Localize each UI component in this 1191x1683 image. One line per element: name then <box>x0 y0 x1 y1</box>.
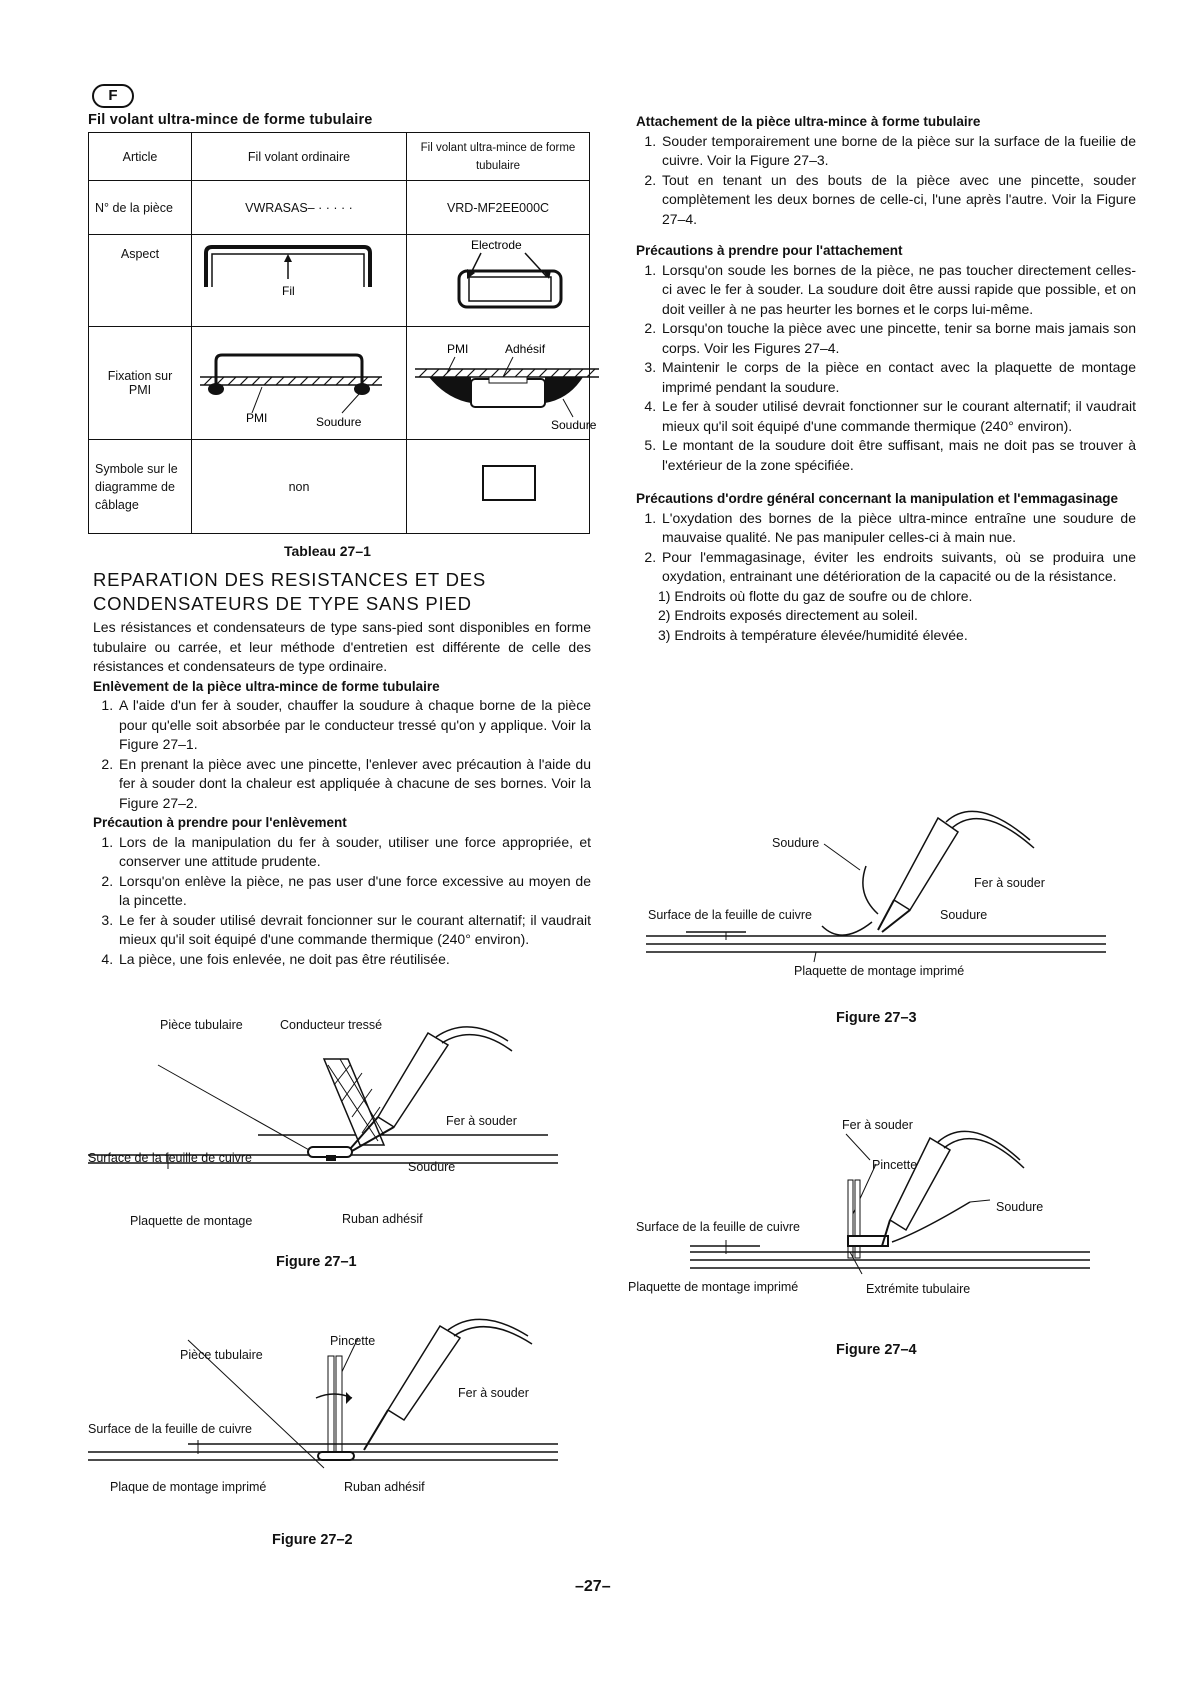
fig1-braid-label: Conducteur tressé <box>280 1018 383 1032</box>
ordinary-wire-drawing <box>192 235 394 323</box>
table-caption: Tableau 27–1 <box>284 543 371 559</box>
attach-precaution: 3. Maintenir le corps de la pièce en contact avec la plaquette de montage imprimé pendant la soudure. <box>660 358 1136 397</box>
fig4-end-label: Extrémite tubulaire <box>866 1282 971 1296</box>
fig3-iron-label: Fer à souder <box>974 876 1045 890</box>
figure-27-4 <box>630 1120 1110 1270</box>
row-aspect-thin <box>407 235 590 327</box>
thin-tube-drawing <box>407 235 607 323</box>
thin-adhesive-label: Adhésif <box>505 342 546 357</box>
removal-precaution: 3. Le fer à souder utilisé devrait foncionner sur le courant alternatif; il vaudrait mieux qu'il soit équipé d'une commande thermique (240° environ). <box>117 911 591 950</box>
fig3-caption: Figure 27–3 <box>836 1010 917 1026</box>
removal-step: 1. A l'aide d'un fer à souder, chauffer la soudure à chaque borne de la pièce pour qu'elle soit absorbée par le conducteur tressé qu'on y applique. Voir la Figure 27–1. <box>117 696 591 755</box>
attach-steps <box>636 132 1136 230</box>
fig2-iron-label: Fer à souder <box>458 1386 529 1400</box>
general-sub-item: 1) Endroits où flotte du gaz de soufre ou de chlore. <box>658 587 973 604</box>
fig2-piece-label: Pièce tubulaire <box>180 1348 263 1362</box>
thin-solder-label: Soudure <box>551 418 597 433</box>
removal-precaution: 2. Lorsqu'on enlève la pièce, ne pas user d'une force excessive au moyen de la pincette. <box>117 872 591 911</box>
wiring-symbol <box>407 440 607 530</box>
fig1-piece-label: Pièce tubulaire <box>160 1018 243 1032</box>
fig2-tweezers-label: Pincette <box>330 1334 376 1348</box>
page-number: –27– <box>575 1578 611 1595</box>
row-fixation-label: Fixation sur PMI <box>89 327 192 440</box>
header-ordinary: Fil volant ordinaire <box>192 133 407 181</box>
ordinary-pmi-label: PMI <box>246 411 268 426</box>
fig4-caption: Figure 27–4 <box>836 1342 917 1358</box>
attach-precaution: 1. Lorsqu'on soude les bornes de la pièce, ne pas toucher directement celles-ci avec le fer à souder. La soudure doit être aussi rapide que possible, et on doit veiller à ne pas heurter les bornes et le corps lui-même. <box>660 261 1136 320</box>
attach-precaution: 4. Le fer à souder utilisé devrait fonctionner sur le courant alternatif; il vaudrait mieux qu'il soit équipé d'une commande thermique (240° environ). <box>660 397 1136 436</box>
removal-step: 2. En prenant la pièce avec une pincette, l'enlever avec précaution à l'aide du fer à souder dont la chaleur est appliquée à chacune de ses bornes. Voir la Figure 27–2. <box>117 755 591 814</box>
row-part-number-ordinary: VWRASAS– · · · · · <box>192 181 407 235</box>
fig3-solder-top-label: Soudure <box>772 836 820 850</box>
section-title <box>93 568 486 616</box>
attach-step: 2. Tout en tenant un des bouts de la pièce avec une pincette, souder complètement les deux bornes de celle-ci, l'une après l'autre. Voir la Figure 27–4. <box>660 171 1136 230</box>
removal-precautions <box>93 833 591 970</box>
attach-precautions <box>636 261 1136 476</box>
fig3-solder-label: Soudure <box>940 908 988 922</box>
right-column <box>636 112 1136 645</box>
fig1-tape-label: Ruban adhésif <box>342 1212 423 1226</box>
removal-precaution-heading: Précaution à prendre pour l'enlèvement <box>93 815 347 830</box>
general-sub-item: 3) Endroits à température élevée/humidité élevée. <box>658 626 968 643</box>
general-sub-item: 2) Endroits exposés directement au soleil. <box>658 607 918 623</box>
ordinary-solder-label: Soudure <box>316 415 362 430</box>
general-step: 1. L'oxydation des bornes de la pièce ultra-mince entraîne une soudure de mauvaise qualité. Ne pas manipuler celles-ci à main nue. <box>660 509 1136 548</box>
table-title: Fil volant ultra-mince de forme tubulaire <box>88 112 373 128</box>
row-aspect-ordinary <box>192 235 407 327</box>
general-sub-list <box>636 587 1136 646</box>
fig1-board-label: Plaquette de montage <box>130 1214 253 1228</box>
attach-step: 1. Souder temporairement une borne de la pièce sur la surface de la fueilie de cuivre. Voir la Figure 27–3. <box>660 132 1136 171</box>
attach-heading: Attachement de la pièce ultra-mince à forme tubulaire <box>636 114 981 129</box>
electrode-label: Electrode <box>471 238 522 253</box>
general-heading: Précautions d'ordre général concernant la manipulation et l'emmagasinage <box>636 491 1119 506</box>
removal-steps <box>93 696 591 813</box>
fig1-caption: Figure 27–1 <box>276 1254 357 1270</box>
row-fixation-thin <box>407 327 597 440</box>
removal-heading: Enlèvement de la pièce ultra-mince de forme tubulaire <box>93 678 440 694</box>
row-part-number-thin: VRD-MF2EE000C <box>407 181 590 235</box>
fig1-surface-label: Surface de la feuille de cuivre <box>88 1151 252 1165</box>
fig1-solder-label: Soudure <box>408 1160 456 1174</box>
figure-27-3 <box>646 814 1126 954</box>
spec-table <box>88 132 597 534</box>
fig4-board-label: Plaquette de montage imprimé <box>628 1280 799 1294</box>
ordinary-fixation-drawing <box>192 327 394 435</box>
fig3-board-label: Plaquette de montage imprimé <box>794 964 965 978</box>
fig1-iron-label: Fer à souder <box>446 1114 517 1128</box>
row-aspect-label: Aspect <box>89 235 192 327</box>
fig2-caption: Figure 27–2 <box>272 1532 353 1548</box>
intro-paragraph: Les résistances et condensateurs de type sans-pied sont disponibles en forme tubulaire ou carrée, et leur méthode d'entretien est différente de celle des résistances et condensateurs de type ordinaire. <box>93 619 591 674</box>
header-article: Article <box>89 133 192 181</box>
thin-pmi-label: PMI <box>447 342 469 357</box>
fig3-surface-label: Surface de la feuille de cuivre <box>648 908 812 922</box>
removal-precaution: 1. Lors de la manipulation du fer à souder, utiliser une force appropriée, et conserver une attitude prudente. <box>117 833 591 872</box>
row-symbol-ordinary: non <box>192 440 407 534</box>
thin-fixation-drawing <box>407 327 607 435</box>
general-steps <box>636 509 1136 587</box>
section-title-line-1: REPARATION DES RESISTANCES ET DES <box>93 569 487 590</box>
attach-precaution: 5. Le montant de la soudure doit être suffisant, mais ne doit pas se trouver à l'extérieur de la zone spécifiée. <box>660 436 1136 475</box>
row-symbol-thin <box>407 440 590 534</box>
general-step: 2. Pour l'emmagasinage, éviter les endroits suivants, où se produira une oxydation, entrainant une détérioration de la capacité ou de la résistance. <box>660 548 1136 587</box>
fig4-iron-label: Fer à souder <box>842 1118 913 1132</box>
fig4-solder-label: Soudure <box>996 1200 1044 1214</box>
removal-precaution: 4. La pièce, une fois enlevée, ne doit pas être réutilisée. <box>117 950 591 970</box>
fig2-board-label: Plaque de montage imprimé <box>110 1480 267 1494</box>
row-part-number-label: N° de la pièce <box>89 181 192 235</box>
fig2-surface-label: Surface de la feuille de cuivre <box>88 1422 252 1436</box>
fig2-tape-label: Ruban adhésif <box>344 1480 425 1494</box>
header-thin: Fil volant ultra-mince de forme tubulaire <box>407 133 590 181</box>
row-symbol-label: Symbole sur le diagramme de câblage <box>89 440 192 534</box>
language-badge: F <box>92 84 134 108</box>
fig4-tweezers-label: Pincette <box>872 1158 918 1172</box>
ordinary-wire-label: Fil <box>282 284 295 299</box>
left-column <box>93 618 591 969</box>
attach-precaution-heading: Précautions à prendre pour l'attachement <box>636 243 903 258</box>
row-fixation-ordinary <box>192 327 407 440</box>
section-title-line-2: CONDENSATEURS DE TYPE SANS PIED <box>93 593 472 614</box>
attach-precaution: 2. Lorsqu'on touche la pièce avec une pincette, tenir sa borne mais jamais son corps. Voir les Figures 27–4. <box>660 319 1136 358</box>
fig4-surface-label: Surface de la feuille de cuivre <box>636 1220 800 1234</box>
